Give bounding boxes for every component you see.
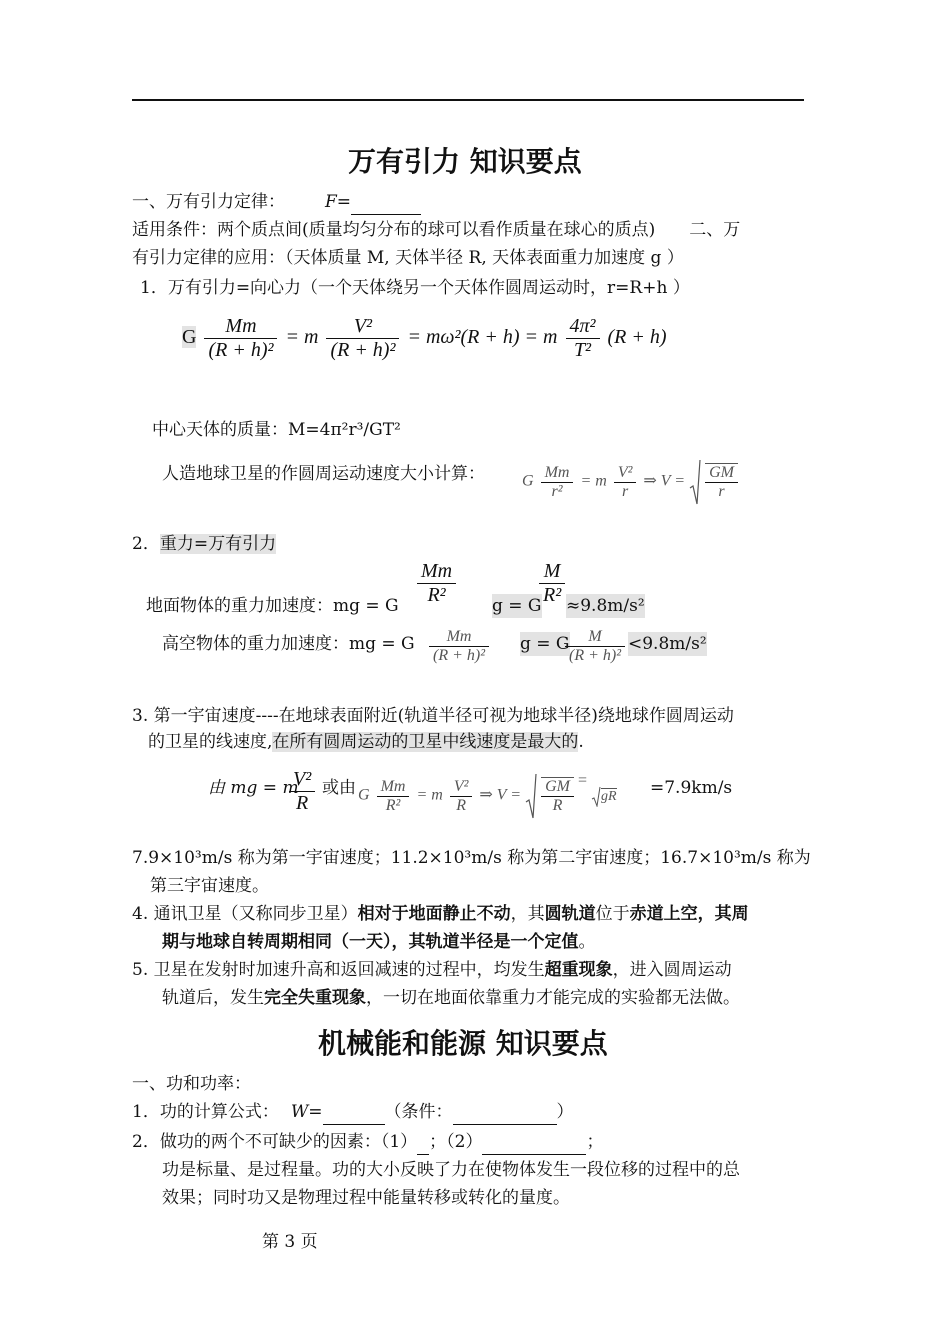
item-4-bold-1: 相对于地面静止不动 [357,904,511,924]
item-3-highlight: 在所有圆周运动的卫星中线速度是最大的 [272,732,579,752]
work-factors-label: 2．做功的两个不可缺少的因素：（1） [132,1132,418,1152]
item-4-bold-2: 圆轨道 [544,904,596,924]
central-mass-line: 中心天体的质量：M=4π²r³/GT² [152,420,401,440]
satellite-speed-equation [522,458,738,506]
sat-sqrt-num: GM [705,463,738,483]
work-factors-end: ； [586,1132,604,1152]
work-condition-label: （条件： [384,1102,453,1122]
work-power-heading: 一、功和功率： [132,1074,251,1094]
high-g-frac [562,628,628,665]
high-num: Mm [429,628,489,647]
section-title-mechanical-energy: 机械能和能源 知识要点 [318,1027,608,1060]
ground-num: Mm [417,560,456,584]
work-formula-line [132,1100,574,1125]
eq3-num-1: V² [289,768,315,792]
law-blank [351,190,421,215]
sqrt-sign-icon [689,458,701,506]
eq3-prefix: 由 mg = m [208,778,299,798]
item-4-period: 。 [578,932,596,952]
work-condition-close: ） [556,1102,574,1122]
eq3-den-2: R² [385,796,401,814]
ground-frac [414,560,459,607]
ground-value: ≈9.8m/s² [566,596,645,616]
cosmic-speeds-line-1: 7.9×10³m/s 称为第一宇宙速度；11.2×10³m/s 称为第二宇宙速度；16.7×10³m/s 称为 [132,848,811,868]
ground-g-den: R² [543,584,562,606]
item-5-text-2: ，进入圆周运动 [612,960,732,980]
condition-line-2: 有引力定律的应用：（天体质量 M, 天体半径 R, 天体表面重力加速度 g ） [132,248,684,268]
eq1-den-2: (R + h)² [330,339,396,361]
work-formula-blank [323,1100,385,1125]
high-g: g = G [520,634,570,654]
eq1-G: G [182,326,197,349]
eq1-den-1: (R + h)² [208,339,274,361]
item-4-bold-5: 期与地球自转周期相同（一天），其轨道半径是一个定值 [162,932,579,952]
eq1-end: (R + h) [607,326,667,349]
eq1-mid: = mω²(R + h) = m [407,326,558,349]
sqrt-sign-icon [525,772,537,820]
sat-sqrt-den: r [718,483,725,500]
high-frac [426,628,492,665]
equation-1 [182,315,667,362]
sat-num-2: V² [614,464,637,483]
eq1-frac-2 [326,315,399,362]
ground-gravity-label: 地面物体的重力加速度：mg = G [146,596,399,616]
eq3-frac-1-inner [289,768,315,815]
eq3-sqrt-den: R [552,797,563,814]
work-paragraph-line-1: 功是标量、是过程量。功的大小反映了力在使物体发生一段位移的过程中的总 [162,1160,740,1180]
eq3-den-3: R [456,796,466,814]
high-frac-inner [429,628,489,665]
high-g-den: (R + h)² [569,647,622,664]
eq3-sqrt-num: GM [541,777,574,797]
eq3-den-1: R [296,792,309,814]
item-2 [132,532,276,556]
sat-arrow: ⇒ V = [643,472,686,490]
item-4-bold-3: 赤道上空 [629,904,698,924]
work-factor-2-blank [482,1130,586,1155]
work-formula-label: 1．功的计算公式： [132,1102,279,1122]
item-5-text-1: 5. 卫星在发射时加速升高和返回减速的过程中，均发生 [132,960,545,980]
law-F: F= [325,192,352,212]
eq3-sqrt-gR [591,785,617,807]
law-label: 一、万有引力定律： [132,192,285,212]
high-gravity-label: 高空物体的重力加速度：mg = G [162,634,415,654]
sat-sqrt-frac [705,463,738,501]
eq3-value: =7.9km/s [650,778,733,798]
ground-g-num: M [539,560,565,584]
sat-frac-2 [614,464,637,501]
ground-frac-inner [417,560,456,607]
item-4-text-3: 位于 [595,904,630,924]
cosmic-speeds-line-2: 第三宇宙速度。 [150,876,269,896]
high-g-num: M [565,628,625,647]
eq3-frac-1 [286,768,318,815]
item-2-num: 2． [132,534,160,554]
item-3-line-1: 3. 第一宇宙速度----在地球表面附近(轨道半径可视为地球半径)绕地球作圆周运动 [132,706,734,726]
eq3-sqrt-frac [541,777,574,815]
eq3-G: G [358,786,370,804]
item-5-bold-2: 完全失重现象 [264,988,366,1008]
eq3-or: 或由 [322,778,356,798]
item-5-text-3: 轨道后，发生 [162,988,264,1008]
item-5-line-2 [162,986,740,1010]
item-4-bold-4: ，其周 [697,904,749,924]
item-4-text-2: ，其 [510,904,545,924]
eq3-num-3: V² [450,778,473,797]
section-title-gravitation: 万有引力 知识要点 [348,145,582,178]
item-4-line-1 [132,902,749,926]
item-1: 1．万有引力=向心力（一个天体绕另一个天体作圆周运动时，r=R+h ） [140,278,690,298]
eq1-den-3: T² [573,339,592,361]
item-3-text: 的卫星的线速度, [148,732,273,752]
item-5-bold-1: 超重现象 [544,960,613,980]
sat-frac-1 [541,464,574,501]
high-den: (R + h)² [433,647,486,664]
ground-den: R² [427,584,446,606]
ground-g-frac-inner [539,560,565,607]
high-g-frac-inner [565,628,625,665]
eq3-gR: gR [601,788,617,804]
work-paragraph-line-2: 效果；同时功又是物理过程中能量转移或转化的量度。 [162,1188,570,1208]
eq3-frac-3 [450,778,473,815]
ground-g-frac [536,560,568,607]
work-factors-mid: ；（2） [429,1132,483,1152]
item-4-text-1: 4. 通讯卫星（又称同步卫星） [132,904,358,924]
item-3-period: . [578,732,584,752]
item-2-text: 重力=万有引力 [159,534,277,554]
sat-sqrt [689,458,738,506]
sat-G: G [522,472,534,490]
eq1-num-2: V² [326,315,399,339]
law-line [132,190,421,215]
eq3-mid: = m [416,786,443,804]
eq1-num-1: Mm [204,315,277,339]
eq3-rest [358,772,617,820]
item-3-line-2 [148,730,584,754]
ground-g: g = G [492,596,542,616]
eq1-num-3: 4π² [566,315,600,339]
sqrt-sign-icon [591,785,601,807]
header-rule [132,99,804,101]
sat-den-1: r² [551,482,563,500]
page-number: 第 3 页 [262,1232,318,1252]
eq3-arrow: ⇒ V = [479,786,522,804]
item-5-text-4: ，一切在地面依靠重力才能完成的实验都无法做。 [366,988,740,1008]
sat-num-1: Mm [541,464,574,483]
eq1-frac-1 [204,315,277,362]
work-condition-blank [453,1100,557,1125]
eq1-frac-3 [566,315,600,362]
satellite-speed-label: 人造地球卫星的作圆周运动速度大小计算： [162,464,485,484]
work-factors-line [132,1130,603,1155]
condition-line-1: 适用条件：两个质点间(质量均匀分布的球可以看作质量在球心的质点) 二、万 [132,220,741,240]
eq3-num-2: Mm [377,778,410,797]
eq3-sqrt [525,772,574,820]
high-value: <9.8m/s² [628,634,707,654]
sat-mid: = m [580,472,607,490]
item-4-line-2 [162,930,596,954]
eq1-eq-m: = m [285,326,319,349]
eq3-prefix-line [208,776,299,800]
item-5-line-1 [132,958,732,982]
eq3-frac-2 [377,778,410,815]
work-formula-W: W= [290,1102,323,1122]
sat-den-2: r [621,482,629,500]
eq3-eq: = [577,772,587,789]
work-factor-1-blank [417,1130,429,1155]
